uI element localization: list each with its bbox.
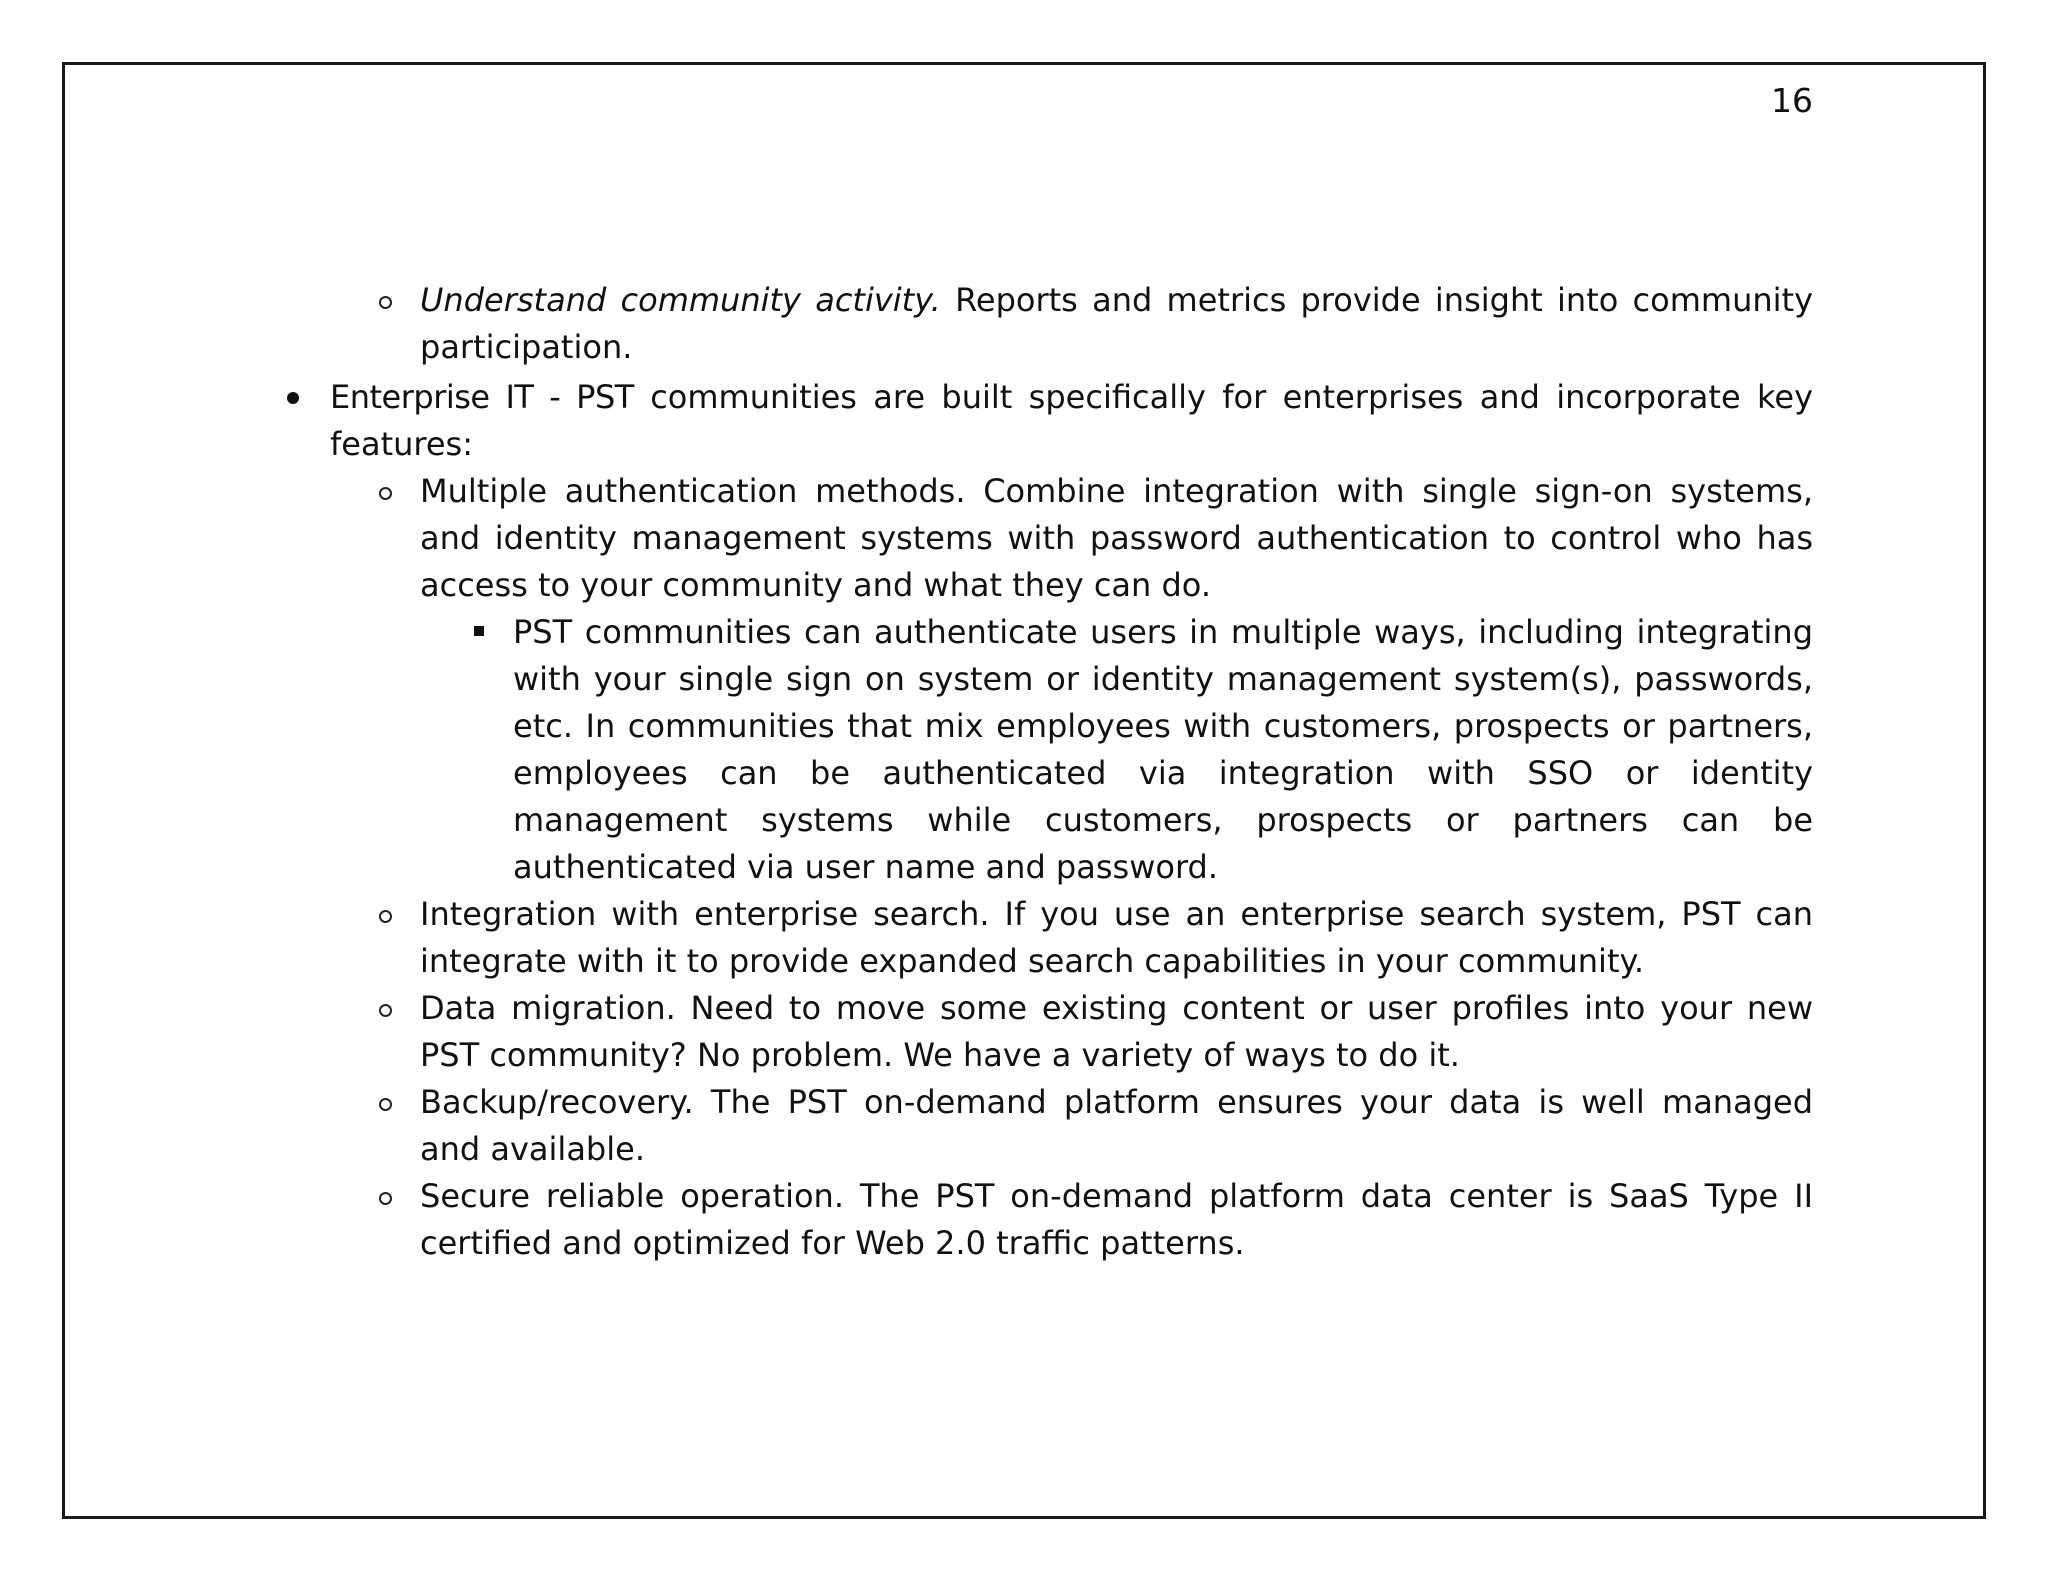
list-item [513, 609, 1813, 891]
item-text: Multiple authentication methods. Combine integration with single sign-on systems, and identity management systems with password authentication to control who has access to your community and what they can do. [420, 472, 1813, 604]
hollow-circle-bullet-icon [379, 1192, 392, 1205]
item-text: Reports and metrics provide insight into community participation. [420, 281, 1814, 366]
list-item [420, 1173, 1813, 1267]
page-frame [62, 62, 1986, 1519]
filled-dot-bullet-icon [287, 392, 299, 404]
list-item [420, 468, 1813, 609]
hollow-circle-bullet-icon [379, 1098, 392, 1111]
list-item [420, 277, 1813, 371]
hollow-circle-bullet-icon [379, 487, 392, 500]
page-number: 16 [1771, 81, 1813, 120]
document-body [65, 277, 1983, 1267]
hollow-circle-bullet-icon [379, 296, 392, 309]
item-lead: Understand community activity. [420, 281, 941, 319]
item-lead: Enterprise IT - PST [330, 378, 634, 416]
item-text: Integration with enterprise search. If you use an enterprise search system, PST can integrate with it to provide expanded search capabilities in your community. [420, 895, 1813, 980]
item-text: communities are built specifically for enterprises and incorporate key features: [330, 378, 1814, 463]
hollow-circle-bullet-icon [379, 1004, 392, 1017]
square-bullet-icon [474, 626, 484, 636]
item-text: PST communities can authenticate users in multiple ways, including integrating with your single sign on system or identity management system(s), passwords, etc. In communities that mix employees with customers, prospects or partners, employees can be authenticated via integration with SSO or identity management systems while customers, prospects or partners can be authenticated via user name and password. [513, 613, 1813, 886]
list-item [420, 985, 1813, 1079]
hollow-circle-bullet-icon [379, 910, 392, 923]
item-text: Backup/recovery. The PST on-demand platform ensures your data is well managed and available. [420, 1083, 1813, 1168]
item-text: Secure reliable operation. The PST on-demand platform data center is SaaS Type II certified and optimized for Web 2.0 traffic patterns. [420, 1177, 1813, 1262]
list-item [330, 374, 1813, 468]
list-item [420, 1079, 1813, 1173]
list-item [420, 891, 1813, 985]
item-text: Data migration. Need to move some existing content or user profiles into your new PST community? No problem. We have a variety of ways to do it. [420, 989, 1813, 1074]
